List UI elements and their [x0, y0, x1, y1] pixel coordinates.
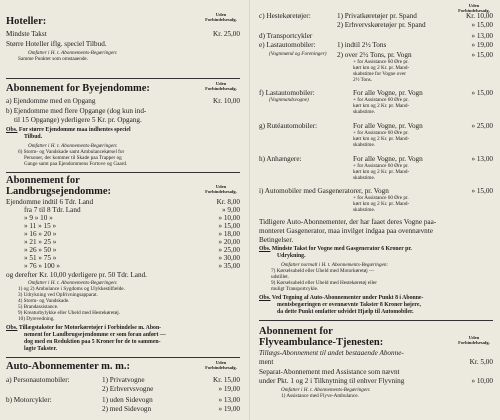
obs2-line: da dette Punkt omfatter udvidet Hjælp til Automobiler.: [277, 309, 414, 315]
fly-line4-label: under Pkt. 1 og 2 i Tilknytning til enhver Flyvning: [259, 377, 405, 385]
auto-b2-amount: » 19,00: [218, 405, 240, 413]
fly-line2-label: ment: [259, 358, 274, 366]
right-note-line: udstillet.: [271, 274, 290, 280]
auto-a-label: a) Personautomobiler:: [6, 376, 70, 384]
byejendomme-note-line1: 6) Storm- og Vandskade samt Ambulancekørsel for: [18, 149, 125, 155]
g-sub-line: kørt km og 2 Kr. pr. Mand-: [353, 136, 410, 142]
obs2-line: mentsbegæringen er ovennævnte Takster 8 Kroner højere,: [277, 302, 421, 308]
fly-line1: Tillægs-Abonnement til andet bestaaende Abonne-: [259, 349, 404, 357]
landbrug-row: » 26 » 50 »: [24, 246, 57, 254]
fly-line2-amount: Kr. 5,00: [469, 358, 493, 366]
landbrug-note-title: Omfatter i H. t. Abonnements-Begæringen:: [28, 280, 118, 286]
landbrug-row-amount: » 15,00: [218, 222, 240, 230]
h-label: h) Anhængere:: [259, 155, 302, 163]
auto-a1-label: 1) Privatvogne: [102, 376, 145, 384]
landbrug-intro: Ejendomme indtil 6 Tdr. Land: [6, 198, 94, 206]
hoteller-row1-amount: Kr. 25,00: [213, 30, 240, 38]
uden-label: Uden Forbindelsesafg.: [205, 184, 237, 194]
landbrug-row: » 76 » 100 »: [24, 262, 60, 270]
landbrug-obs: [6, 325, 161, 331]
landbrug-row-amount: » 10,00: [218, 214, 240, 222]
right-note-line: 9) Kørselsuheld eller Uheld med Hestekøretøj eller: [271, 280, 378, 286]
uden-label: Uden Forbindelsesafg.: [205, 360, 237, 370]
f-main: For alle Vogne, pr. Vogn: [353, 89, 423, 97]
f-sub-line: + for Assistance 60 Øre pr.: [353, 97, 409, 103]
para-line: Betingelser.: [259, 236, 294, 244]
h-sub-line: kørt km og 2 Kr. pr. Mand-: [353, 169, 410, 175]
c1-sub: 1) Privatkøretøjer pr. Spand: [337, 12, 417, 20]
para-line: monteret Gasgenerator, maa invilget indgaa paa ovennævnte: [259, 227, 433, 235]
divider: [6, 172, 240, 173]
g-sub-line: skabstime.: [353, 142, 376, 148]
landbrug-title-1: Abonnement for: [6, 175, 80, 186]
fly-note-line: 1) Assistance med Flyve-Ambulance.: [281, 393, 359, 399]
landbrug-intro-amount: Kr. 8,00: [216, 198, 240, 206]
auto-b1-amount: » 13,00: [218, 396, 240, 404]
uden-label: Uden Forbindelsesafg.: [205, 81, 237, 91]
h-main: For alle Vogne, pr. Vogn: [353, 155, 423, 163]
landbrug-title-2: Landbrugsejendomme:: [6, 186, 112, 197]
fly-title-2: Flyveambulance-Tjenesten:: [259, 337, 384, 348]
c2-sub: 2) Erhvervskøretøjer pr. Spand: [337, 21, 426, 29]
i-sub-line: skabstime.: [353, 207, 376, 213]
para-line: Tidligere Auto-Abonnementer, der har faaet deres Vogne paa-: [259, 218, 437, 226]
f-label: f) Lastautomobiler:: [259, 89, 315, 97]
fly-note-title: Omfatter i H. t. Abonnements-Begæringen:: [281, 387, 371, 393]
byejendomme-title: Abonnement for Byejendomme:: [6, 83, 150, 94]
h-sub-line: skabstime.: [353, 175, 376, 181]
landbrug-obs-line: nement for Landbrugsejendomme er som foran anført —: [24, 332, 166, 338]
d-label: d) Transportcykler: [259, 32, 313, 40]
e-sub-line: + for Assistance 60 Øre pr.: [353, 59, 409, 65]
byejendomme-b-line1: b) Ejendomme med flere Opgange (dog kun ind-: [6, 107, 147, 115]
auto-b-label: b) Motorcykler:: [6, 396, 52, 404]
e-italic: (Vognmænd og Foreninger): [269, 51, 327, 57]
landbrug-note-line: 1) og 2) Ambulance i Sygdoms og Ulykkestilfælde.: [18, 286, 125, 292]
f-sub-line: kørt km og 2 Kr. pr. Mand-: [353, 103, 410, 109]
fly-line3: Separat-Abonnement med Assistance som nævnt: [259, 368, 400, 376]
landbrug-row: fra 7 til 8 Tdr. Land: [24, 206, 81, 214]
e-sub-line: 2½ Tons.: [353, 77, 372, 83]
landbrug-row: » 11 » 15 »: [24, 222, 57, 230]
g-label: g) Rutéautomobiler:: [259, 122, 318, 130]
byejendomme-obs: [6, 127, 131, 133]
landbrug-obs-line: lagte Takster.: [24, 346, 57, 352]
c2-amount: » 15,00: [471, 21, 493, 29]
fly-title-1: Abonnement for: [259, 326, 333, 337]
hoteller-note-title: Omfatter i H. t. Abonnements-Begæringen:: [28, 50, 118, 56]
right-note-title: Omfatter normalt i H. t. Abonnements-Begæringen:: [281, 262, 389, 268]
e-sub-line: kørt km og 2 Kr. pr. Mand-: [353, 65, 410, 71]
auto-a1-amount: Kr. 15,00: [213, 376, 240, 384]
landbrug-row-amount: » 9,00: [222, 206, 240, 214]
byejendomme-b-line2: til 15 Opgange) yderligere 5 Kr. pr. Opgang.: [14, 116, 142, 124]
h-sub-line: + for Assistance 60 Øre pr.: [353, 163, 409, 169]
right-note-line: 7) Kørselsuheld eller Uheld med Motorkøretøj —: [271, 268, 375, 274]
obs-text: Tillægstakster for Motorkøretøjer i Forbindelse m. Abon-: [18, 325, 162, 331]
byejendomme-a-amount: Kr. 10,00: [213, 97, 240, 105]
divider: [6, 357, 240, 358]
auto-b1-label: 1) uden Sidevogn: [102, 396, 153, 404]
byejendomme-note-line3: Gange samt paa Ejendommens Fortove og Gaard.: [24, 161, 128, 167]
byejendomme-note-line2: Personer, der kommer til Skade paa Trapper og: [24, 155, 122, 161]
landbrug-row: » 51 » 75 »: [24, 254, 57, 262]
e2-amount: » 15,00: [471, 51, 493, 59]
i-amount: » 15,00: [471, 187, 493, 195]
g-main: For alle Vogne, pr. Vogn: [353, 122, 423, 130]
e-sub-line: skabstime for Vogne over: [353, 71, 406, 77]
right-note-line: muligt Transportcykle.: [271, 286, 319, 292]
obs-prefix: Obs.: [6, 325, 18, 331]
obs-prefix: Obs.: [6, 127, 18, 133]
landbrug-row-amount: » 35,00: [218, 262, 240, 270]
landbrug-note-line: 5) Brandassistance.: [18, 304, 59, 310]
e-label: e) Lastautomobiler:: [259, 41, 316, 49]
d-amount: » 13,00: [471, 32, 493, 40]
divider: [259, 320, 493, 321]
obs1-line2: Udrykning.: [277, 253, 306, 259]
landbrug-note-line: 9) Kreaturbylykke eller Uheld med Hestekøretøj.: [18, 310, 120, 316]
landbrug-tail: og derefter Kr. 10,00 yderligere pr. 50 Tdr. Land.: [6, 271, 147, 279]
fly-line4-amount: » 10,00: [471, 377, 493, 385]
landbrug-row-amount: » 25,00: [218, 246, 240, 254]
landbrug-row-amount: » 30,00: [218, 254, 240, 262]
c-label: c) Hestekøretøjer:: [259, 12, 311, 20]
landbrug-obs-line: dog med en Reduktion paa 5 Kroner for de to sammen-: [24, 339, 161, 345]
divider: [6, 78, 240, 79]
byejendomme-obs-line2: Tilbud.: [24, 134, 43, 140]
obs-text: For større Ejendomme maa indhentes speciel: [18, 127, 131, 133]
obs1: [259, 246, 412, 252]
hoteller-row2: Større Hoteller iflg. speciel Tilbud.: [6, 40, 107, 48]
byejendomme-a-label: a) Ejendomme med en Opgang: [6, 97, 96, 105]
hoteller-note-body: Samme Punkter som omstaaende.: [18, 56, 89, 62]
f-amount: » 15,00: [471, 89, 493, 97]
landbrug-row: » 9 » 10 »: [24, 214, 53, 222]
uden-label: Uden Forbindelsesafg.: [205, 12, 237, 22]
auto-a2-amount: » 19,00: [218, 385, 240, 393]
landbrug-note-line: 10) Dyrevedning.: [18, 316, 55, 322]
i-sub-line: + for Assistance 60 Øre pr.: [353, 195, 409, 201]
obs-text: Mindste Takst for Vogne med Gasgenerator 6 Kroner pr.: [271, 246, 412, 252]
uden-label: Uden Forbindelsesafg.: [458, 335, 490, 345]
f-italic: (Vognmandsvogne): [269, 97, 309, 103]
landbrug-row: » 16 » 20 »: [24, 230, 57, 238]
landbrug-row-amount: » 18,00: [218, 230, 240, 238]
obs-prefix: Obs.: [259, 246, 271, 252]
page-fold: [249, 0, 250, 420]
obs-prefix: Obs.: [259, 295, 271, 301]
e1-sub: 1) indtil 2½ Tons: [337, 41, 387, 49]
i-label: i) Automobiler med Gasgeneratorer, pr. Vogn: [259, 187, 389, 195]
auto-a2-label: 2) Erhvervsvogne: [102, 385, 154, 393]
f-sub-line: skabstime.: [353, 109, 376, 115]
obs-text: Ved Tegning af Auto-Abonnementer under Punkt 8 i Abonne-: [271, 295, 424, 301]
g-amount: » 25,00: [471, 122, 493, 130]
g-sub-line: + for Assistance 60 Øre pr.: [353, 130, 409, 136]
landbrug-note-line: 4) Storm- og Vandskade.: [18, 298, 70, 304]
e1-amount: » 19,00: [471, 41, 493, 49]
auto-title: Auto-Abonnementer m. m.:: [6, 361, 131, 372]
e2-sub: 2) over 2½ Tons, pr. Vogn: [337, 51, 412, 59]
landbrug-note-line: 3) Udrykning ved Opfrivningsapparat.: [18, 292, 98, 298]
auto-b2-label: 2) med Sidevogn: [102, 405, 152, 413]
c1-amount: Kr. 10,00: [466, 12, 493, 20]
byejendomme-note-title: Omfatter i H. t. Abonnements-Begæringen:: [28, 143, 118, 149]
uden-label: Uden Forbindelsesafg.: [458, 3, 490, 13]
hoteller-row1-label: Mindste Takst: [6, 30, 47, 38]
hoteller-title: Hoteller:: [6, 16, 47, 27]
landbrug-row: » 21 » 25 »: [24, 238, 57, 246]
h-amount: » 13,00: [471, 155, 493, 163]
i-sub-line: kørt km og 2 Kr. pr. Mand-: [353, 201, 410, 207]
obs2: [259, 295, 423, 301]
landbrug-row-amount: » 20,00: [218, 238, 240, 246]
